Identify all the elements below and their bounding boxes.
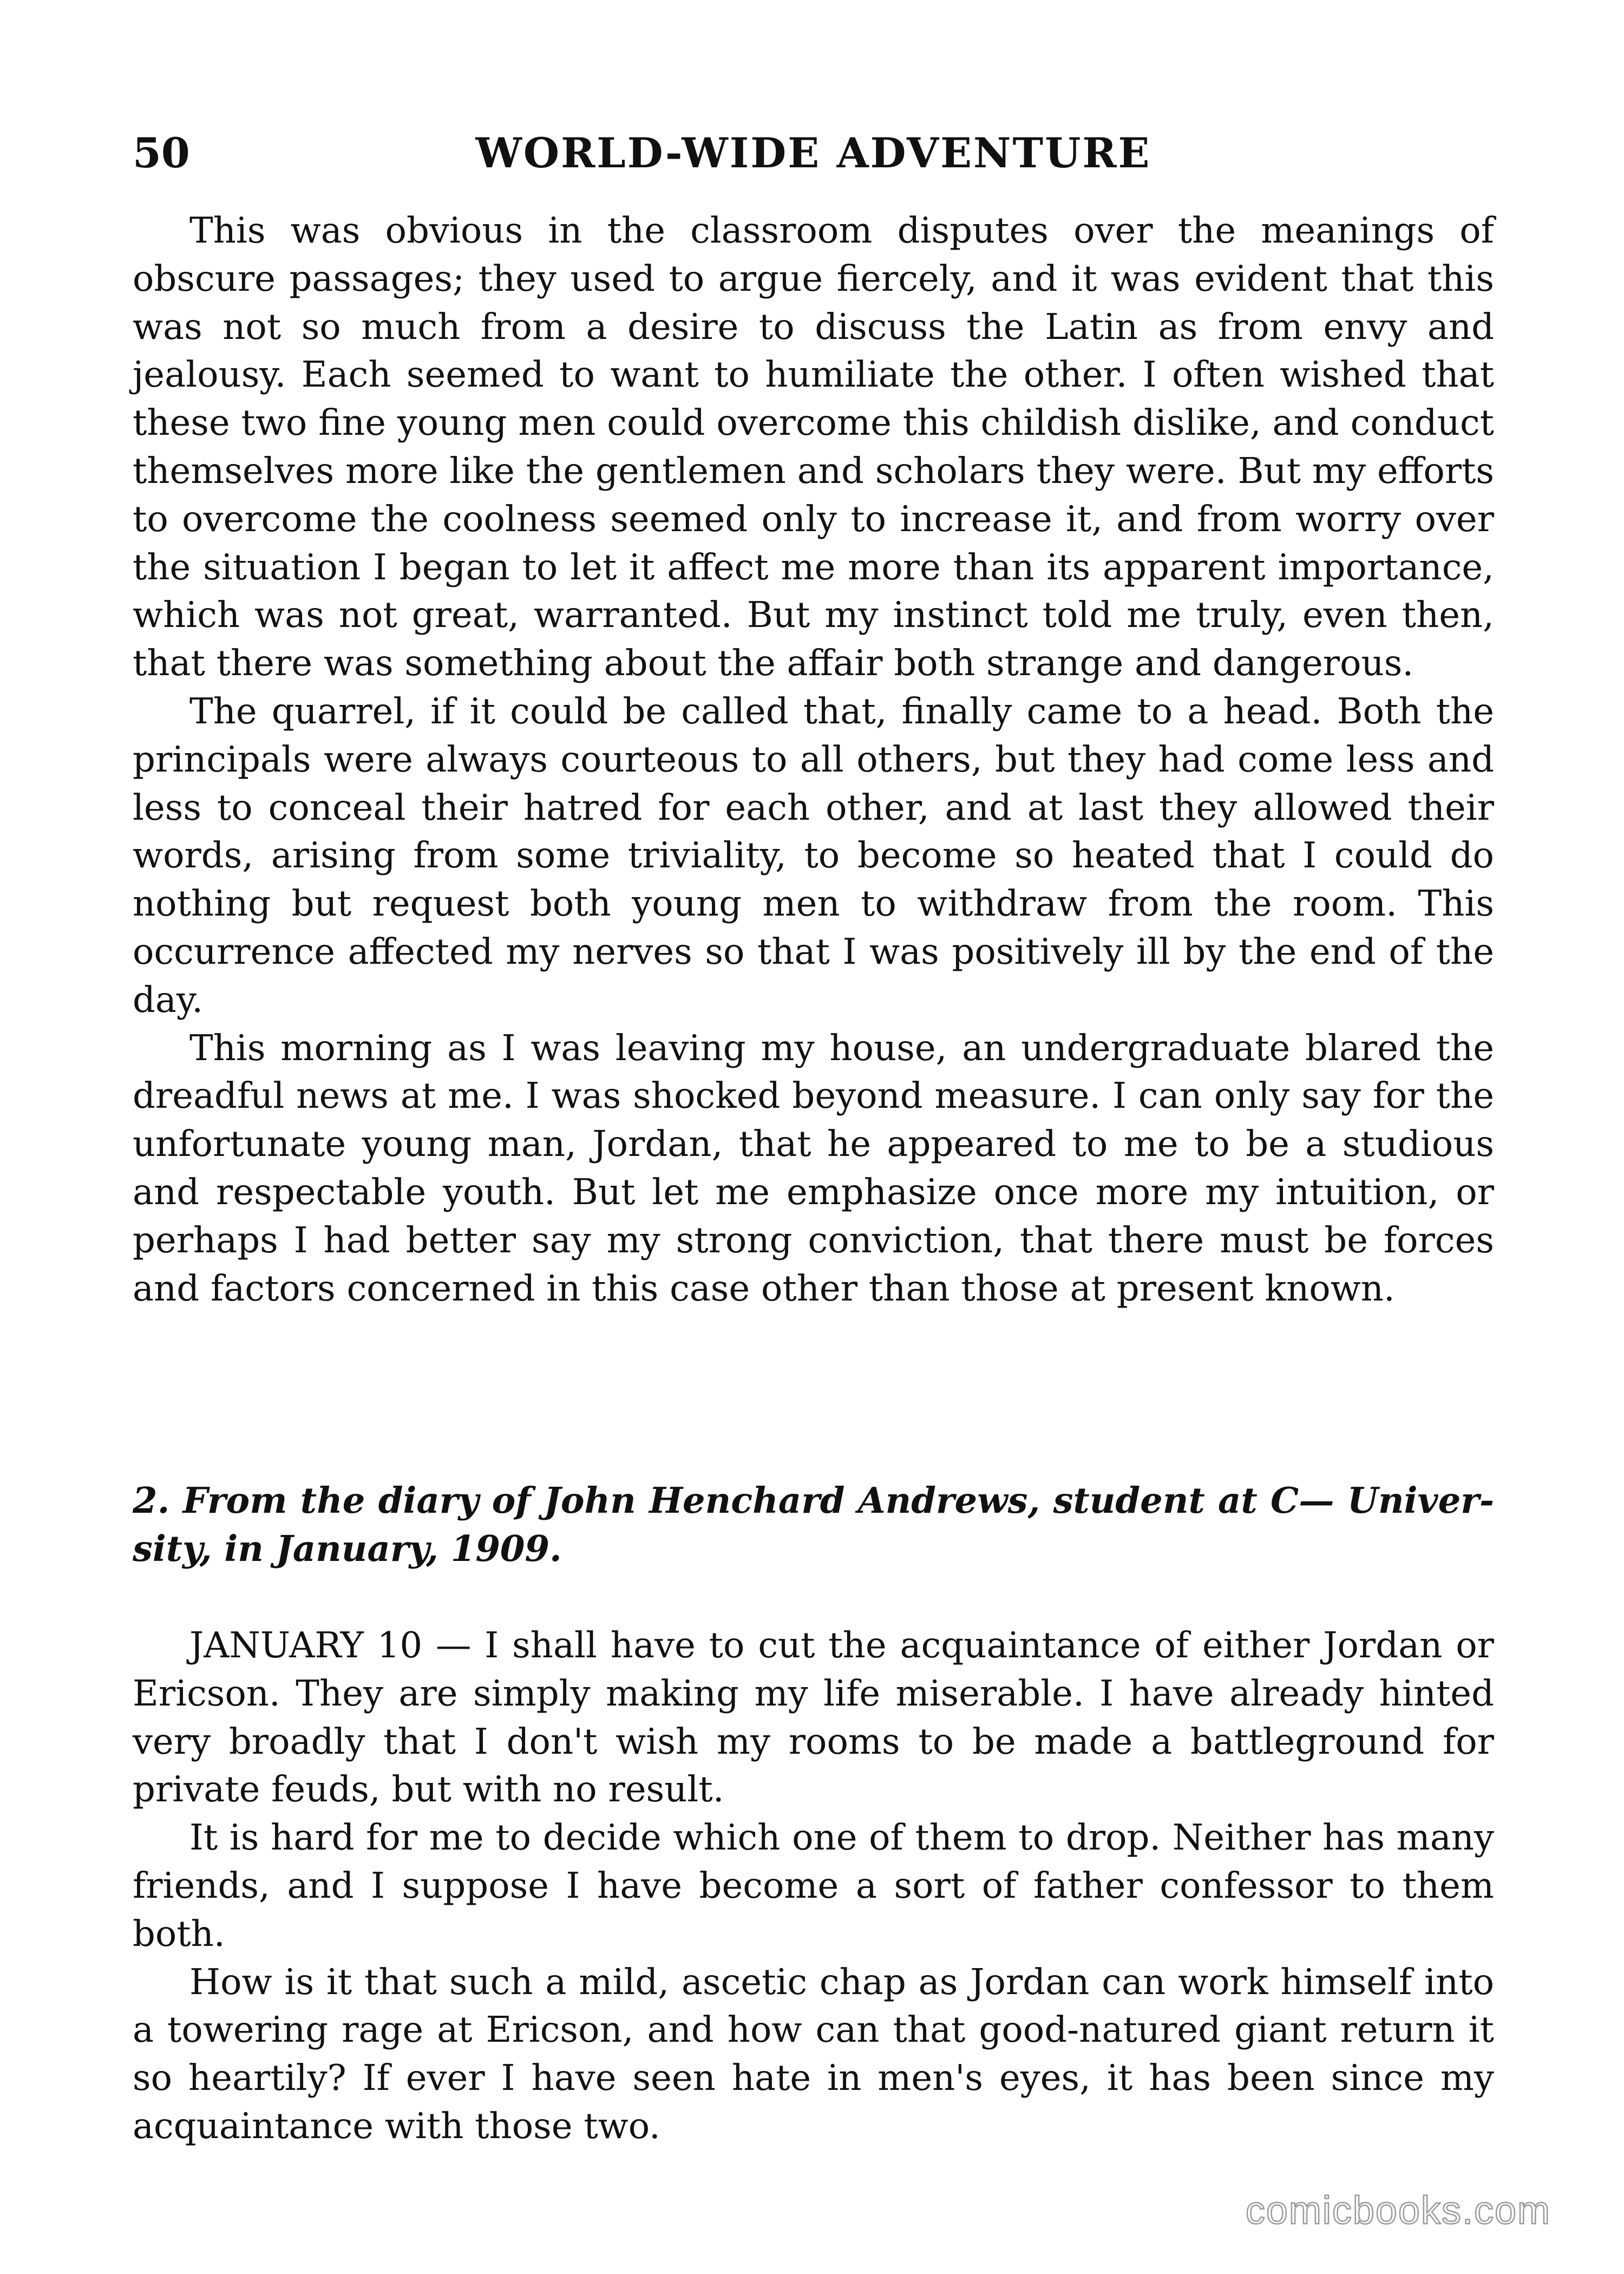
page-number: 50 (133, 129, 190, 177)
section-1-text (133, 207, 1494, 1312)
running-title: WORLD-WIDE ADVENTURE (475, 129, 1151, 177)
paragraph: This was obvious in the classroom disputes over the meanings of obscure passages; they used to argue fiercely, and it was evident that this was not so much from a desire to discuss the Latin as from envy and jealousy. Each seemed to want to humiliate the other. I often wished that these two fine young men could overcome this childish dislike, and conduct themselves more like the gentlemen and scholars they were. But my efforts to overcome the coolness seemed only to increase it, and from worry over the situation I began to let it affect me more than its apparent importance, which was not great, warranted. But my instinct told me truly, even then, that there was something about the affair both strange and dangerous. (133, 210, 1494, 684)
section-2-text (133, 1622, 1494, 2151)
site-watermark: comicbooks.com (1245, 2189, 1551, 2232)
section-heading: 2. From the diary of John Henchard Andrews, student at C— University, in January, 1909. (133, 1480, 1494, 1570)
paragraph: It is hard for me to decide which one of them to drop. Neither has many friends, and I suppose I have become a sort of father confessor to them both. (133, 1817, 1494, 1955)
diary-entry-paragraph: JANUARY 10 — I shall have to cut the acquaintance of either Jordan or Ericson. They are simply making my life miserable. I have already hinted very broadly that I don't wish my rooms to be made a battleground for private feuds, but with no result. (133, 1625, 1494, 1811)
paragraph: This morning as I was leaving my house, an undergraduate blared the dreadful news at me. I was shocked beyond measure. I can only say for the unfortunate young man, Jordan, that he appeared to me to be a studious and respectable youth. But let me emphasize once more my intuition, or perhaps I had better say my strong conviction, that there must be forces and factors concerned in this case other than those at present known. (133, 1027, 1494, 1309)
running-head (133, 123, 1494, 183)
paragraph: The quarrel, if it could be called that, finally came to a head. Both the principals were always courteous to all others, but they had come less and less to conceal their hatred for each other, and at last they allowed their words, arising from some triviality, to become so heated that I could do nothing but request both young men to withdraw from the room. This occurrence affected my nerves so that I was positively ill by the end of the day. (133, 690, 1494, 1021)
paragraph: How is it that such a mild, ascetic chap as Jordan can work himself into a towering rage at Ericson, and how can that good-natured giant return it so heartily? If ever I have seen hate in men's eyes, it has been since my acquaintance with those two. (133, 1961, 1494, 2147)
